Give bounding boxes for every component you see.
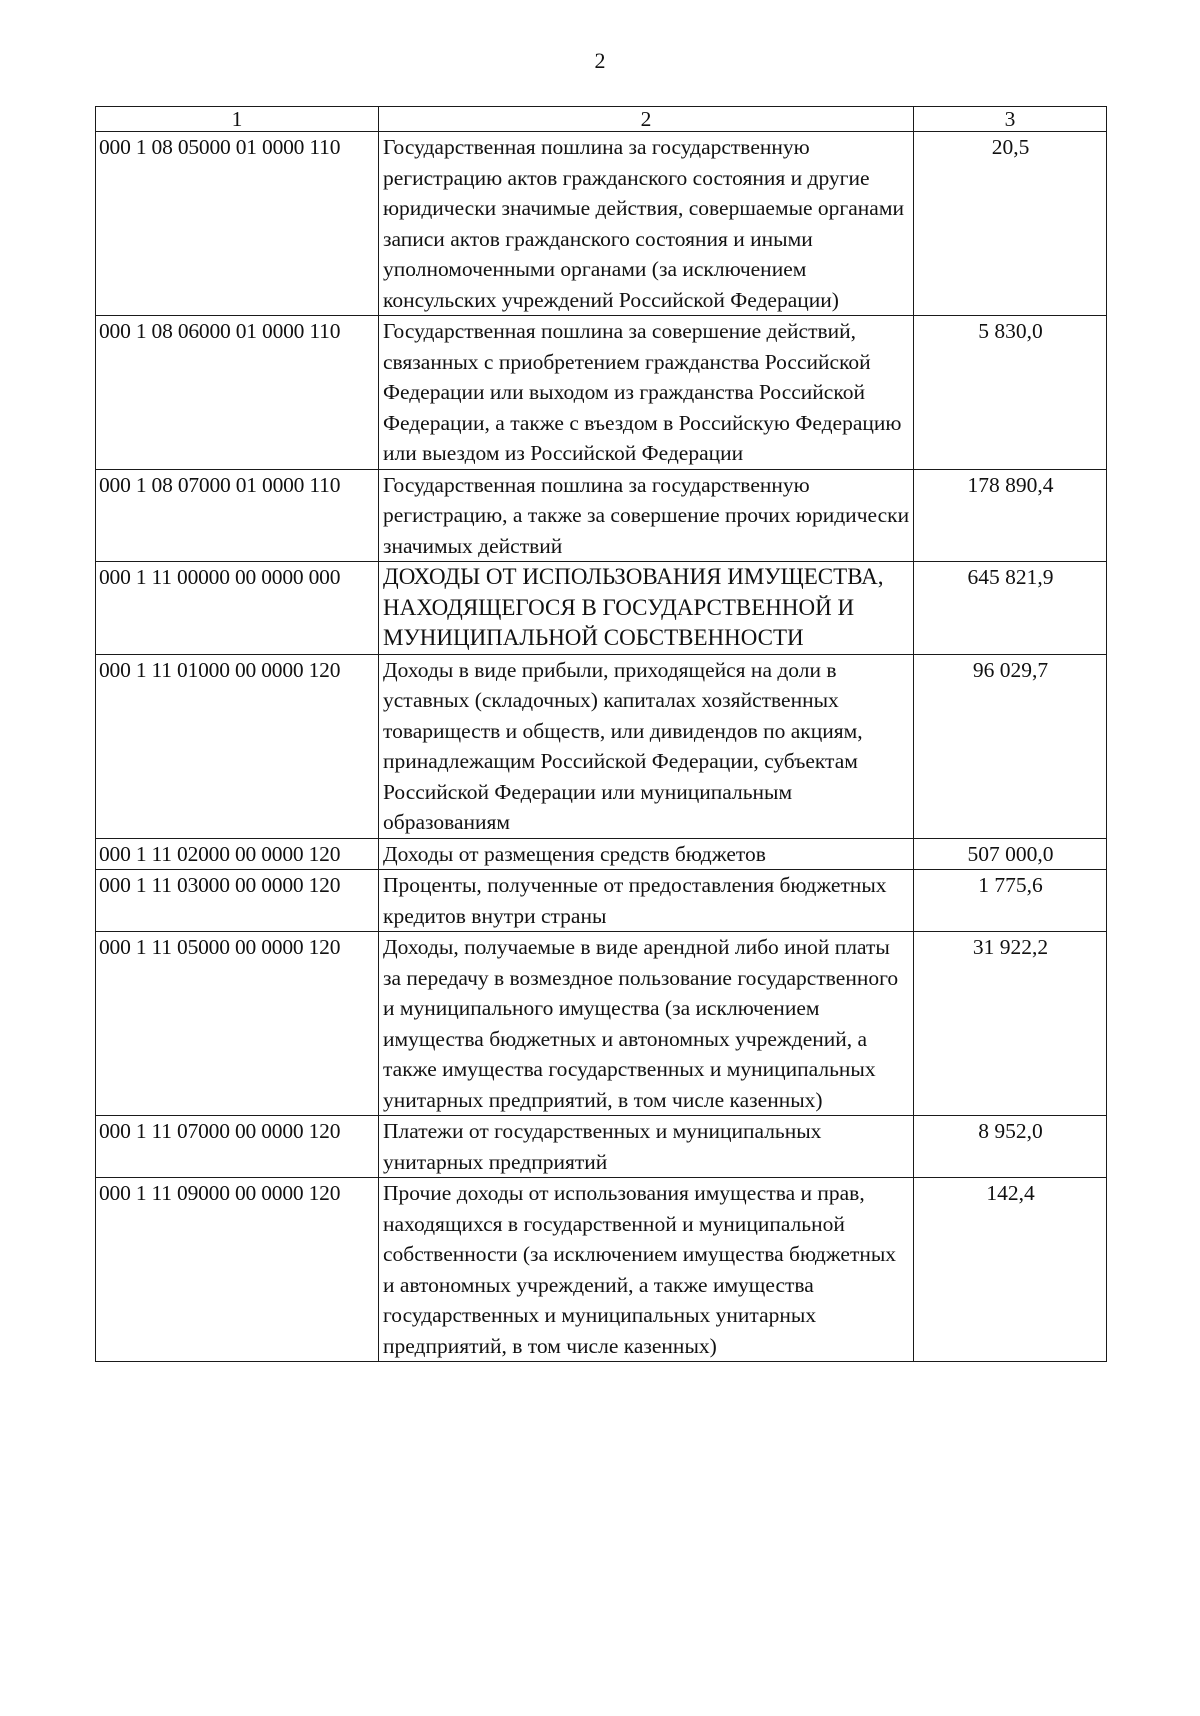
revenue-code: 000 1 11 07000 00 0000 120 [96,1116,379,1178]
revenue-name: Доходы, получаемые в виде арендной либо иной платы за передачу в возмездное пользование государственного и муниципального имущества (за исключением имущества бюджетных и автономных учреждений, а также имущества государственных и муниципальных унитарных предприятий, в том числе казенных) [379,932,914,1116]
column-header-amount: 3 [914,107,1107,132]
revenue-name: Проценты, полученные от предоставления бюджетных кредитов внутри страны [379,870,914,932]
table-row [96,838,1107,870]
revenue-name: Доходы в виде прибыли, приходящейся на доли в уставных (складочных) капиталах хозяйственных товариществ и обществ, или дивидендов по акциям, принадлежащим Российской Федерации, субъектам Российской Федерации или муниципальным образованиям [379,654,914,838]
table-row [96,469,1107,562]
revenue-name: Прочие доходы от использования имущества и прав, находящихся в государственной и муниципальной собственности (за исключением имущества бюджетных и автономных учреждений, а также имущества государственных и муниципальных унитарных предприятий, в том числе казенных) [379,1178,914,1362]
revenue-name: Доходы от размещения средств бюджетов [379,838,914,870]
revenue-amount: 645 821,9 [914,562,1107,655]
table-row [96,562,1107,655]
revenue-amount: 507 000,0 [914,838,1107,870]
revenue-name: ДОХОДЫ ОТ ИСПОЛЬЗОВАНИЯ ИМУЩЕСТВА, НАХОДЯЩЕГОСЯ В ГОСУДАРСТВЕННОЙ И МУНИЦИПАЛЬНОЙ СОБСТВЕННОСТИ [379,562,914,655]
table-row [96,932,1107,1116]
revenue-name: Платежи от государственных и муниципальных унитарных предприятий [379,1116,914,1178]
table-row [96,654,1107,838]
revenue-code: 000 1 11 03000 00 0000 120 [96,870,379,932]
revenue-code: 000 1 11 09000 00 0000 120 [96,1178,379,1362]
revenue-amount: 5 830,0 [914,316,1107,470]
column-header-code: 1 [96,107,379,132]
table-row [96,870,1107,932]
revenue-amount: 96 029,7 [914,654,1107,838]
revenue-amount: 31 922,2 [914,932,1107,1116]
column-header-name: 2 [379,107,914,132]
revenue-table [95,106,1107,1362]
revenue-code: 000 1 11 01000 00 0000 120 [96,654,379,838]
revenue-code: 000 1 11 05000 00 0000 120 [96,932,379,1116]
revenue-amount: 8 952,0 [914,1116,1107,1178]
table-row [96,1116,1107,1178]
revenue-amount: 178 890,4 [914,469,1107,562]
revenue-code: 000 1 08 05000 01 0000 110 [96,132,379,316]
revenue-name: Государственная пошлина за совершение действий, связанных с приобретением гражданства Российской Федерации или выходом из гражданства Российской Федерации, а также с въездом в Российскую Федерацию или выездом из Российской Федерации [379,316,914,470]
revenue-name: Государственная пошлина за государственную регистрацию актов гражданского состояния и другие юридически значимые действия, совершаемые органами записи актов гражданского состояния и иными уполномоченными органами (за исключением консульских учреждений Российской Федерации) [379,132,914,316]
revenue-name: Государственная пошлина за государственную регистрацию, а также за совершение прочих юридически значимых действий [379,469,914,562]
table-header-row [96,107,1107,132]
revenue-code: 000 1 08 06000 01 0000 110 [96,316,379,470]
revenue-amount: 142,4 [914,1178,1107,1362]
table-row [96,1178,1107,1362]
revenue-amount: 1 775,6 [914,870,1107,932]
revenue-amount: 20,5 [914,132,1107,316]
revenue-code: 000 1 11 02000 00 0000 120 [96,838,379,870]
revenue-code: 000 1 11 00000 00 0000 000 [96,562,379,655]
revenue-code: 000 1 08 07000 01 0000 110 [96,469,379,562]
page-number: 2 [594,48,606,73]
table-row [96,132,1107,316]
table-row [96,316,1107,470]
